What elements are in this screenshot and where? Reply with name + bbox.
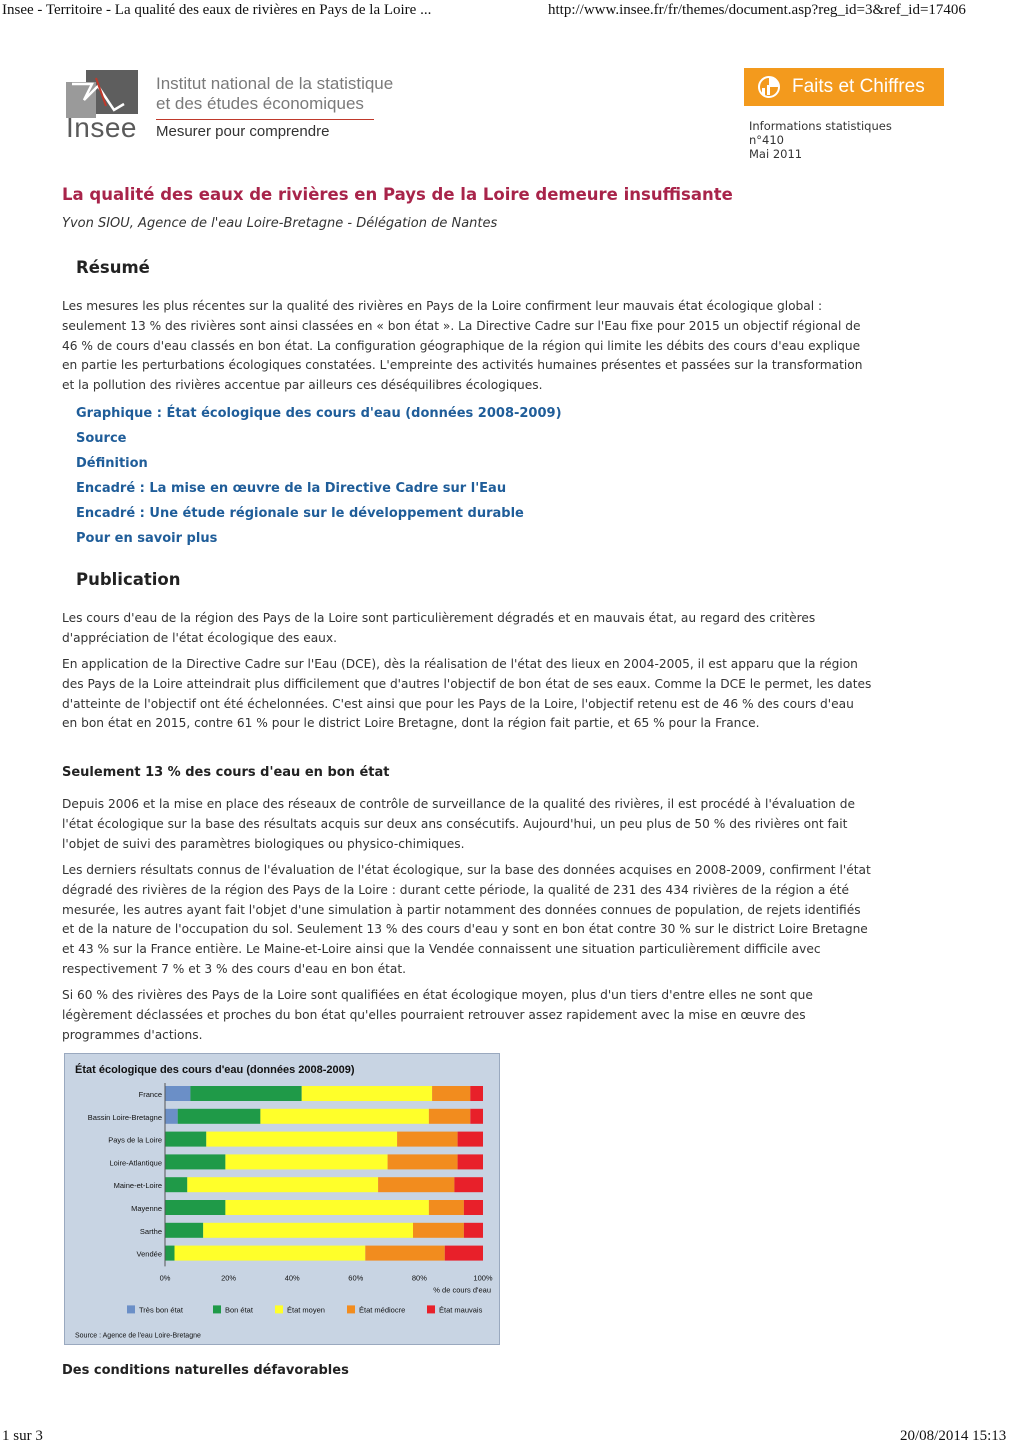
chart-svg [65, 1054, 501, 1346]
print-footer-datetime: 20/08/2014 15:13 [900, 1428, 1007, 1444]
paragraph: Si 60 % des rivières des Pays de la Loire sont qualifiées en état écologique moyen, plus d'un tiers d'entre elles ne sont que légèrement déclassées et proches du bon état qu'elles pourraient retrouver assez rapidement avec la mise en œuvre des programmes d'actions. [62, 988, 813, 1042]
category-label: Vendée [136, 1249, 162, 1259]
x-axis-label: % de cours d'eau [433, 1285, 491, 1295]
bar-segment [302, 1086, 432, 1101]
legend-swatch [427, 1305, 435, 1313]
x-tick-label: 0% [159, 1273, 171, 1283]
faits-et-chiffres-label: Faits et Chiffres [792, 76, 925, 97]
logo-wordmark: Insee [66, 112, 137, 143]
legend-swatch [347, 1305, 355, 1313]
bar-segment [413, 1223, 464, 1238]
subheading-bon-etat: Seulement 13 % des cours d'eau en bon état [62, 765, 390, 780]
category-label: Mayenne [131, 1204, 162, 1213]
toc-link-definition[interactable]: Définition [76, 456, 148, 471]
bar-segment [470, 1086, 483, 1101]
article-title: La qualité des eaux de rivières en Pays de la Loire demeure insuffisante [62, 185, 733, 204]
table-of-contents [76, 404, 562, 554]
legend-label: Bon état [225, 1305, 253, 1315]
toc-link-graphique[interactable]: Graphique : État écologique des cours d'eau (données 2008-2009) [76, 406, 562, 421]
bar-segment [365, 1246, 445, 1261]
category-label: Bassin Loire-Bretagne [87, 1112, 162, 1122]
x-tick-label: 20% [221, 1273, 237, 1283]
bar-segment [178, 1109, 261, 1124]
paragraph: Les derniers résultats connus de l'évaluation de l'état écologique, sur la base des données acquises en 2008-2009, confirment l'état dégradé des rivières de la région des Pays de la Loire : durant cette période, la qualité de 231 des 434 rivières de la région a été mesurée, les autres ayant fait l'objet d'une simulation à partir notamment des données connues de population, de rejets identifiés et de la nature de l'occupation du sol. Seulement 13 % des cours d'eau y sont en bon état contre 30 % sur le district Loire Bretagne et 43 % sur la France entière. Le Maine-et-Loire ainsi que la Vendée connaissent une situation particulièrement difficile avec respectivement 7 % et 3 % des cours d'eau en bon état. [62, 863, 871, 976]
bar-segment [165, 1109, 178, 1124]
toc-link-encadre-etude[interactable]: Encadré : Une étude régionale sur le développement durable [76, 506, 524, 521]
print-header-title: Insee - Territoire - La qualité des eaux de rivières en Pays de la Loire ... [2, 2, 432, 18]
toc-link-source[interactable]: Source [76, 431, 127, 446]
legend-label: État mauvais [439, 1305, 483, 1315]
bar-segment [432, 1086, 470, 1101]
bar-segment [445, 1246, 483, 1261]
pub-date: Mai 2011 [749, 147, 803, 161]
publication-p2 [62, 655, 872, 734]
paragraph: En application de la Directive Cadre sur l'Eau (DCE), dès la réalisation de l'état des lieux en 2004-2005, il est apparu que la région des Pays de la Loire atteindrait plus difficilement que d'autres l'objectif de bon état de ses eaux. Comme la DCE le permet, les dates d'atteinte de l'objectif ont été échelonnées. C'est ainsi que pour les Pays de la Loire, l'objectif retenu est de 46 % des cours d'eau en bon état en 2015, contre 61 % pour le district Loire Bretagne, dont la région fait partie, et 65 % pour la France. [62, 657, 872, 731]
toc-link-pour-en-savoir-plus[interactable]: Pour en savoir plus [76, 531, 218, 546]
bar-segment [190, 1086, 301, 1101]
bar-segment [165, 1086, 190, 1101]
category-label: Pays de la Loire [108, 1135, 162, 1145]
logo-divider [156, 119, 374, 120]
bar-segment [470, 1109, 483, 1124]
bar-segment [165, 1223, 203, 1238]
resume-text [62, 297, 872, 396]
bar-segment [187, 1177, 378, 1192]
print-header-url: http://www.insee.fr/fr/themes/document.asp?reg_id=3&ref_id=17406 [548, 2, 966, 18]
bar-segment [165, 1246, 175, 1261]
faits-et-chiffres-button[interactable] [744, 68, 944, 106]
bar-segment [464, 1223, 483, 1238]
ecological-state-chart[interactable] [64, 1053, 500, 1345]
bar-segment [206, 1132, 397, 1147]
bar-segment [175, 1246, 366, 1261]
category-label: Loire-Atlantique [109, 1158, 162, 1168]
category-label: France [138, 1090, 162, 1099]
legend-label: État médiocre [359, 1305, 406, 1315]
article-author: Yvon SIOU, Agence de l'eau Loire-Bretagne - Délégation de Nantes [62, 216, 498, 231]
bar-segment [225, 1200, 429, 1215]
pub-series: Informations statistiques [749, 119, 892, 133]
resume-heading: Résumé [76, 258, 150, 277]
x-tick-label: 40% [284, 1273, 300, 1283]
legend-swatch [213, 1305, 221, 1313]
category-label: Sarthe [139, 1226, 162, 1236]
bar-segment [429, 1200, 464, 1215]
bar-segment [388, 1154, 458, 1169]
publication-heading: Publication [76, 570, 181, 589]
bar-segment [378, 1177, 454, 1192]
x-tick-label: 60% [348, 1273, 364, 1283]
bar-segment [225, 1154, 387, 1169]
x-tick-label: 80% [411, 1273, 427, 1283]
paragraph: Depuis 2006 et la mise en place des réseaux de contrôle de surveillance de la qualité des rivières, il est procédé à l'évaluation de l'état écologique sur la base des résultats acquis sur deux ans consécutifs. Aujourd'hui, un peu plus de 50 % des rivières ont fait l'objet de suivi des paramètres biologiques ou physico-chimiques. [62, 797, 856, 851]
paragraph: Les cours d'eau de la région des Pays de la Loire sont particulièrement dégradés et en mauvais état, au regard des critères d'appréciation de l'état écologique des eaux. [62, 611, 816, 645]
legend-swatch [275, 1305, 283, 1313]
publication-p5 [62, 986, 872, 1045]
chart-title: État écologique des cours d'eau (données 2008-2009) [75, 1064, 355, 1076]
category-label: Maine-et-Loire [113, 1181, 162, 1191]
legend-swatch [127, 1305, 135, 1313]
bar-segment [165, 1154, 225, 1169]
publication-p3 [62, 795, 872, 854]
bar-segment [454, 1177, 483, 1192]
publication-p4 [62, 861, 872, 980]
print-footer-page: 1 sur 3 [2, 1428, 43, 1444]
legend-label: Très bon état [139, 1305, 183, 1315]
bar-segment [165, 1177, 187, 1192]
legend-label: État moyen [287, 1305, 325, 1315]
institute-name-line2: et des études économiques [156, 94, 364, 113]
bar-segment [203, 1223, 413, 1238]
x-tick-label: 100% [473, 1273, 493, 1283]
logo-tagline: Mesurer pour comprendre [156, 123, 330, 140]
toc-link-encadre-dce[interactable]: Encadré : La mise en œuvre de la Directive Cadre sur l'Eau [76, 481, 507, 496]
bar-segment [464, 1200, 483, 1215]
bar-segment [260, 1109, 429, 1124]
bar-segment [458, 1132, 483, 1147]
resume-paragraph: Les mesures les plus récentes sur la qualité des rivières en Pays de la Loire confirment leur mauvais état écologique global : seulement 13 % des rivières sont ainsi classées en « bon état ». La Directive Cadre sur l'Eau fixe pour 2015 un objectif régional de 46 % de cours d'eau classés en bon état. La configuration géographique de la région qui limite les débits des cours d'eau explique en partie les perturbations écologiques constatées. L'empreinte des activités humaines présentes et passées sur la transformation et la pollution des rivières accentue par ailleurs ces déséquilibres écologiques. [62, 299, 863, 393]
subheading-conditions: Des conditions naturelles défavorables [62, 1363, 349, 1378]
institute-name-line1: Institut national de la statistique [156, 74, 394, 93]
bar-segment [165, 1200, 225, 1215]
bar-segment [397, 1132, 457, 1147]
publication-p1 [62, 609, 872, 649]
publication-info [749, 119, 892, 161]
bar-segment [458, 1154, 483, 1169]
chart-pie-icon [756, 74, 782, 100]
chart-source: Source : Agence de l'eau Loire-Bretagne [75, 1332, 201, 1340]
bar-segment [429, 1109, 470, 1124]
pub-number: n°410 [749, 133, 784, 147]
bar-segment [165, 1132, 206, 1147]
